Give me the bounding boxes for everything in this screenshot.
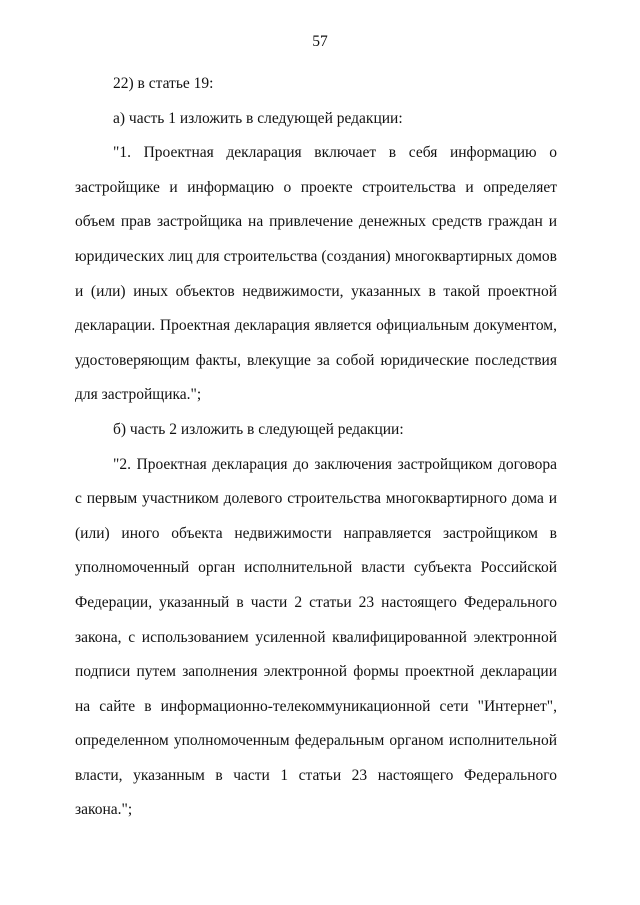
subclause-b-heading: б) часть 2 изложить в следующей редакции:: [113, 420, 404, 438]
page-number: 57: [312, 33, 328, 50]
part-1-text: "1. Проектная декларация включает в себя информацию о застройщике и информацию о проекте строительства и определяет объем прав застройщика на привлечение денежных средств граждан и юридических лиц для строительства (создания) многоквартирных домов и (или) иных объектов недвижимости, указанных в такой проектной декларации. Проектная декларация является официальным документом, удостоверяющим факты, влекущие за собой юридические последствия для застройщика.";: [75, 144, 557, 404]
clause-22-heading: 22) в статье 19:: [113, 75, 214, 92]
document-body: [75, 67, 557, 828]
subclause-a-heading: а) часть 1 изложить в следующей редакции:: [113, 109, 403, 127]
part-2-text: "2. Проектная декларация до заключения застройщиком договора с первым участником долевого строительства многоквартирного дома и (или) иного объекта недвижимости направляется застройщиком в уполномоченный орган исполнительной власти субъекта Российской Федерации, указанный в части 2 статьи 23 настоящего Федерального закона, с использованием усиленной квалифицированной электронной подписи путем заполнения электронной формы проектной декларации на сайте в информационно-телекоммуникационной сети "Интернет", определенном уполномоченным федеральным органом исполнительной власти, указанным в части 1 статьи 23 настоящего Федерального закона.";: [75, 455, 557, 819]
